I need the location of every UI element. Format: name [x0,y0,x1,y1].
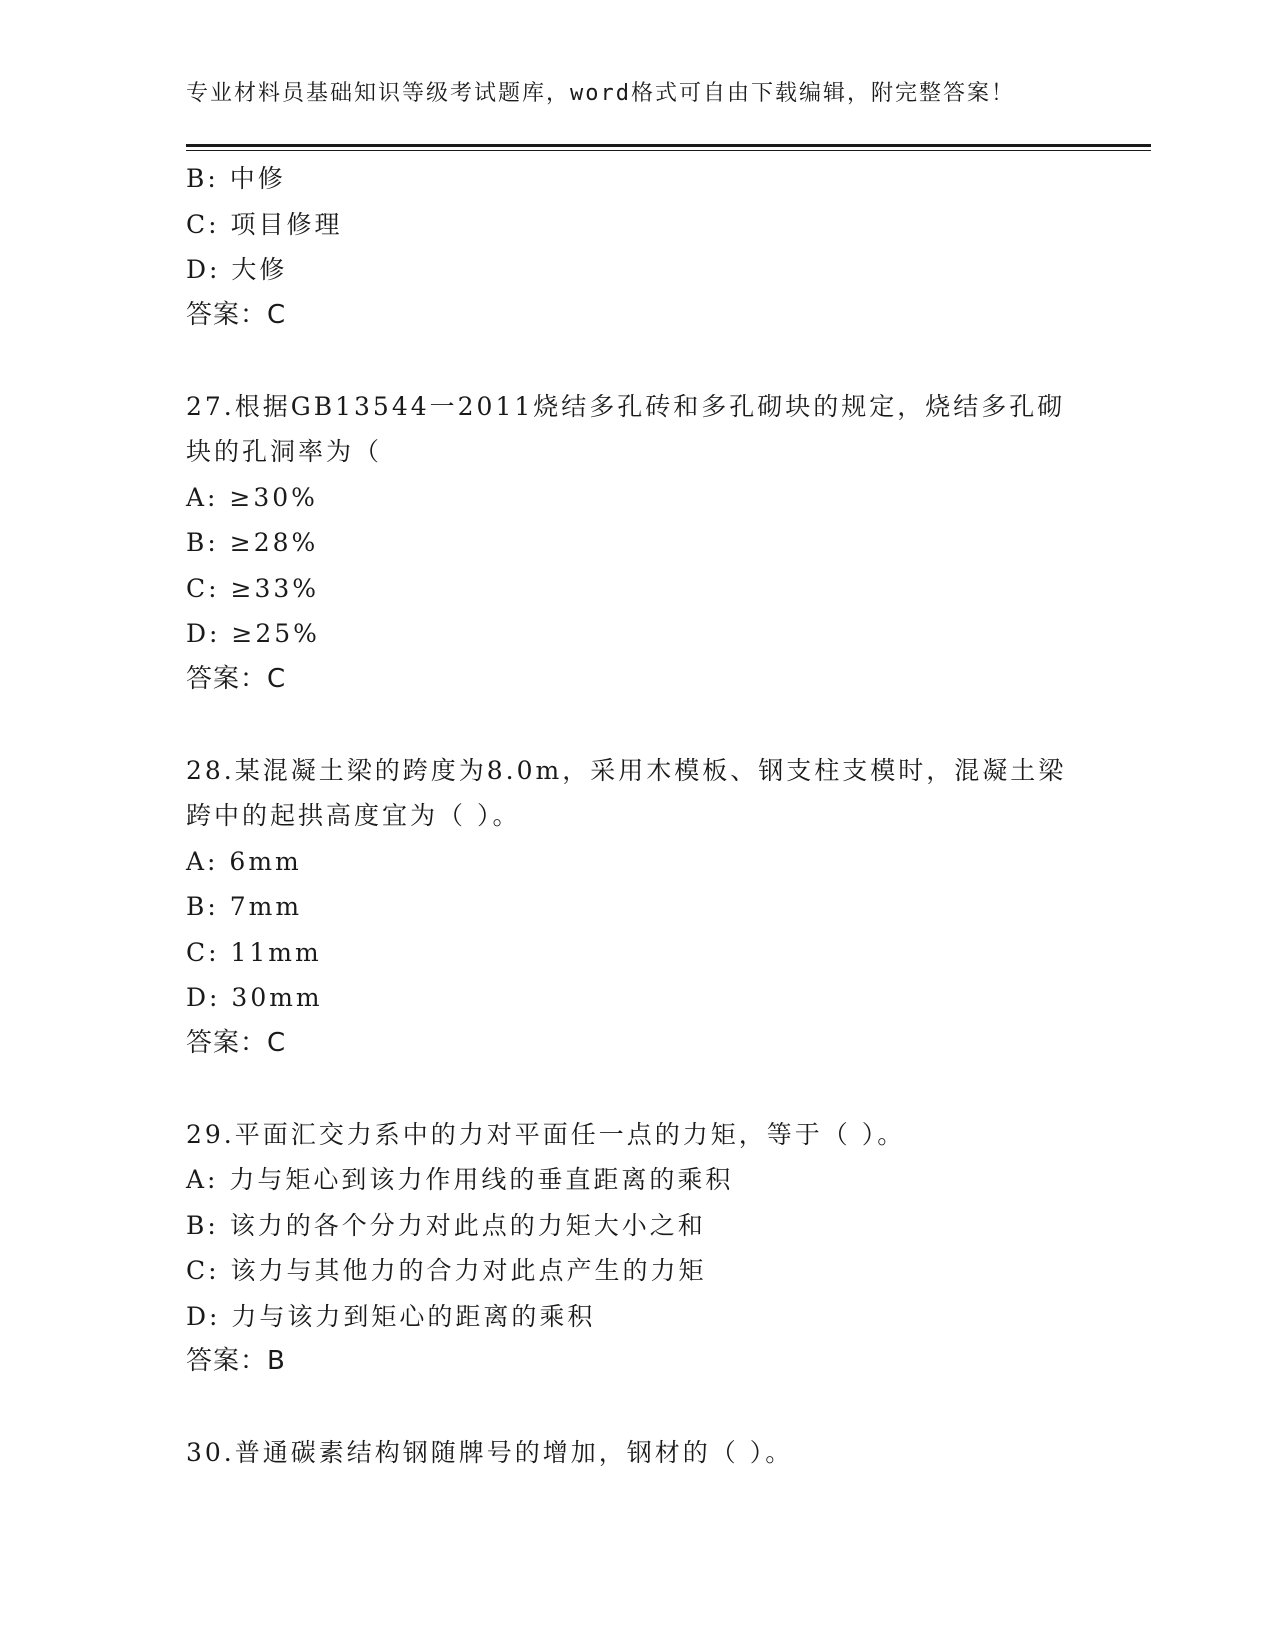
question-text: 29.平面汇交力系中的力对平面任一点的力矩，等于（ ）。 [186,1119,906,1149]
page-header: 专业材料员基础知识等级考试题库，word格式可自由下载编辑，附完整答案！ [186,81,1015,106]
option-line: B: ≥28% [186,528,319,557]
question-block [186,748,1086,1067]
option-line: D: ≥25% [186,619,320,648]
question-block [186,1112,1086,1385]
question-text: 块的孔洞率为（ [186,437,383,466]
header-rule-thick [186,144,1151,147]
option-line: C: 该力与其他力的合力对此点产生的力矩 [186,1256,707,1285]
block-spacer [186,702,1086,748]
option-line: C: 11mm [186,937,322,967]
answer-line: 答案：C [186,663,287,694]
answer-line: 答案：C [186,1027,287,1058]
answer-line: 答案：B [186,1346,286,1376]
option-line: A: 6mm [186,846,302,876]
question-block [186,384,1086,703]
answer-line: 答案：C [186,299,287,330]
option-line: A: 力与矩心到该力作用线的垂直距离的乘积 [186,1165,734,1194]
question-text: 30.普通碳素结构钢随牌号的增加，钢材的（ ）。 [186,1438,794,1467]
option-line: B: 7mm [186,892,303,921]
question-block [186,1430,1086,1476]
question-list [186,156,1086,1476]
option-line: C: 项目修理 [186,209,343,239]
block-spacer [186,338,1086,384]
question-text: 28.某混凝土梁的跨度为8.0m，采用木模板、钢支柱支模时，混凝土梁 [186,755,1067,785]
question-text: 27.根据GB13544一2011烧结多孔砖和多孔砌块的规定，烧结多孔砌 [186,391,1066,421]
option-line: D: 30mm [186,983,323,1012]
question-text: 跨中的起拱高度宜为（ ）。 [186,801,521,830]
option-line: D: 力与该力到矩心的距离的乘积 [186,1301,596,1331]
header-rule-thin [186,150,1151,151]
option-line: B: 该力的各个分力对此点的力矩大小之和 [186,1210,706,1240]
block-spacer [186,1385,1086,1431]
option-line: C: ≥33% [186,573,320,603]
option-line: B: 中修 [186,164,286,193]
option-line: A: ≥30% [186,482,318,512]
option-line: D: 大修 [186,255,288,284]
question-block [186,156,1086,338]
block-spacer [186,1066,1086,1112]
